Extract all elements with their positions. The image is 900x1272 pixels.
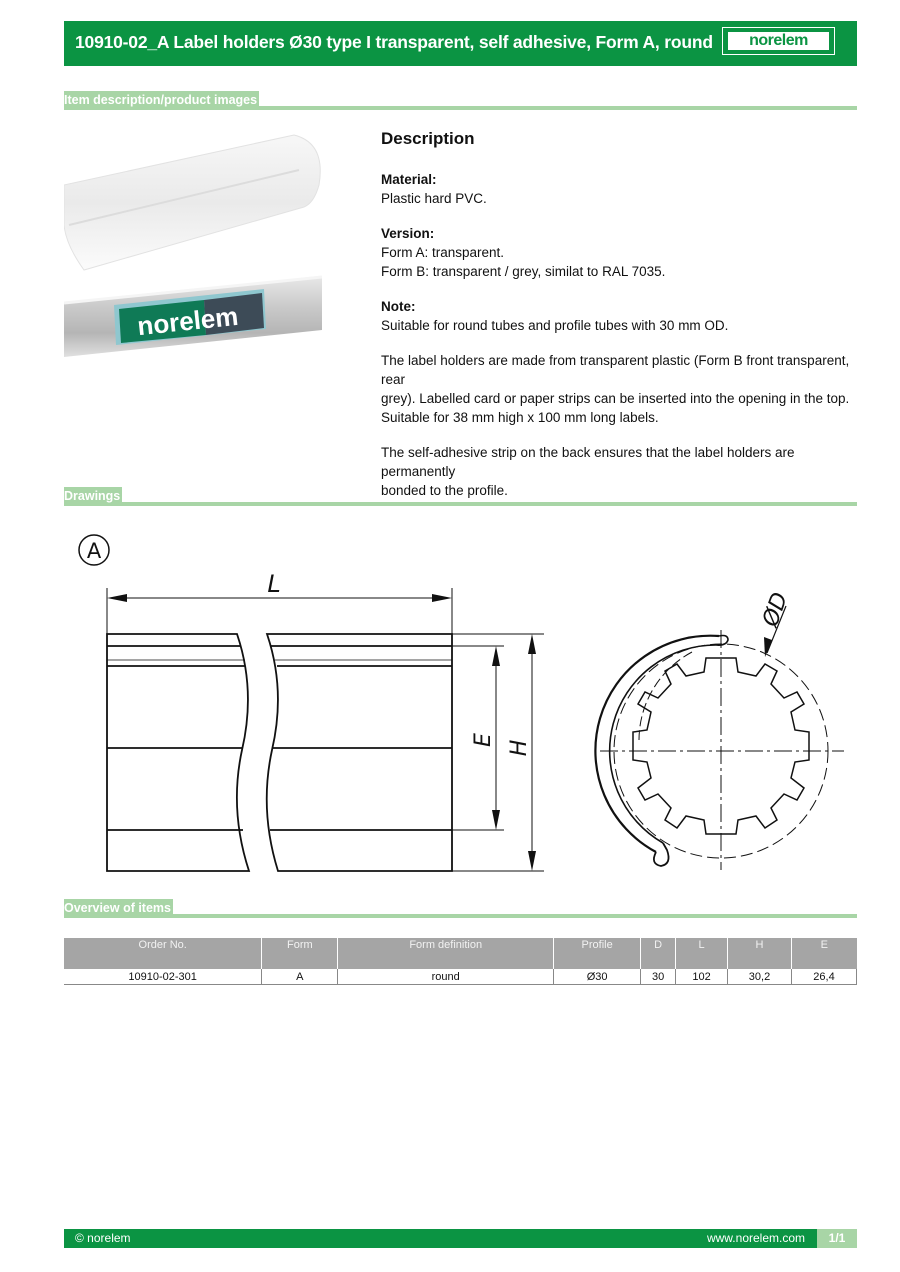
column-header-d: D [641,938,676,969]
title-bar [64,21,857,66]
label-holder-shape [64,135,320,270]
section-label-overview: Overview of items [64,899,173,918]
table-header-row [64,938,857,969]
version-label: Version: [381,226,435,241]
material-text: Plastic hard PVC. [381,191,487,206]
dimension-l [107,570,452,602]
version-a-text: Form A: transparent. [381,245,505,260]
section-header-overview [64,899,857,918]
cell-h: 30,2 [728,969,792,985]
description-heading: Description [381,129,475,148]
version-b-text: Form B: transparent / grey, similat to RAL 7035. [381,264,666,279]
paragraph-1-line-2: grey). Labelled card or paper strips can be inserted into the opening in the top. [381,391,850,406]
items-table [64,938,857,985]
dimension-d-label: ØD [758,589,794,631]
section-header-drawings [64,487,857,506]
technical-drawing [64,520,857,890]
paragraph-2-line-2: bonded to the profile. [381,483,508,498]
cross-section-view [595,606,844,870]
section-divider [64,502,857,506]
material-label: Material: [381,172,437,187]
section-label-images: Item description/product images [64,91,259,110]
cell-profile: Ø30 [554,969,641,985]
column-header-h: H [728,938,792,969]
cell-form: A [262,969,338,985]
dimension-l-label: L [267,570,281,598]
section-header-images [64,91,857,110]
footer-copyright: © norelem [75,1231,131,1245]
diameter-arrow [764,637,772,657]
sticker-text: norelem [135,300,240,342]
section-label-drawings: Drawings [64,487,122,506]
column-header-l: L [676,938,728,969]
product-image [64,125,322,365]
table-row [64,969,857,985]
form-marker-text: A [86,539,102,563]
paragraph-1-line-3: Suitable for 38 mm high x 100 mm long labels. [381,410,659,425]
norelem-logo [722,27,835,55]
footer-bar [64,1229,857,1248]
cell-l: 102 [676,969,728,985]
dimension-e-label: E [471,733,496,747]
cell-d: 30 [641,969,676,985]
cell-order-no: 10910-02-301 [64,969,262,985]
column-header-e: E [791,938,856,969]
section-divider [64,914,857,918]
cell-e: 26,4 [791,969,856,985]
paragraph-1-line-1: The label holders are made from transparent plastic (Form B front transparent, rear [381,353,850,387]
footer-website-link[interactable]: www.norelem.com [706,1231,805,1245]
column-header-form: Form [262,938,338,969]
dimension-h-label: H [507,739,532,757]
description-block [381,128,851,516]
paragraph-2-line-1: The self-adhesive strip on the back ensures that the label holders are permanently [381,445,795,479]
side-view [107,588,544,871]
column-header-form-definition: Form definition [338,938,554,969]
page-title: 10910-02_A Label holders Ø30 type I transparent, self adhesive, Form A, round [75,32,713,52]
dimension-e [471,646,500,830]
dimension-h [507,634,536,871]
column-header-order-no: Order No. [64,938,262,969]
column-header-profile: Profile [554,938,641,969]
note-text: Suitable for round tubes and profile tubes with 30 mm OD. [381,318,729,333]
page-number: 1/1 [817,1229,857,1248]
note-label: Note: [381,299,416,314]
logo-text: norelem [728,32,829,50]
cell-form-definition: round [338,969,554,985]
